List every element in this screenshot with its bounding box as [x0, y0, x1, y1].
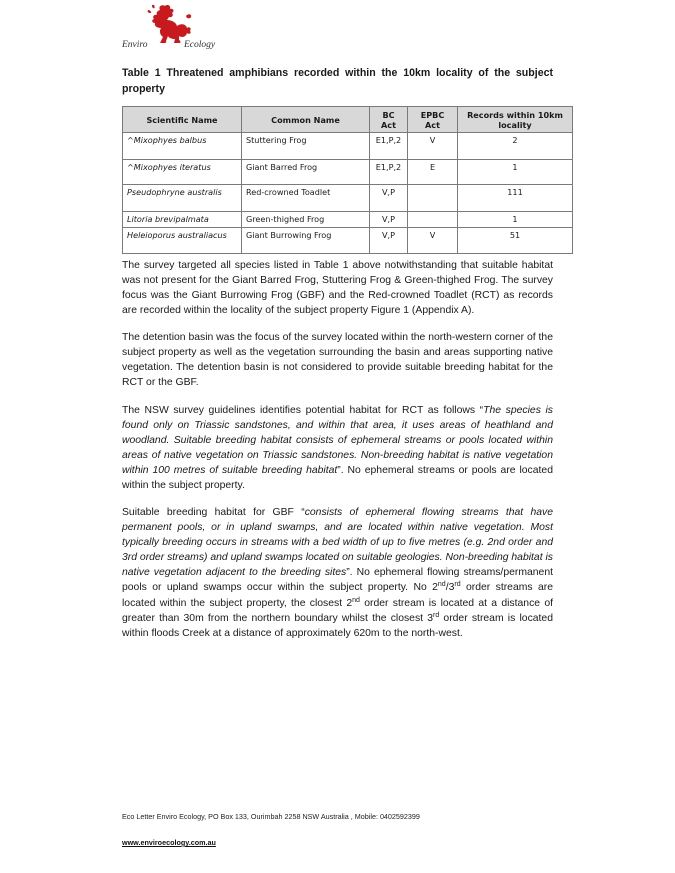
cell-common-name: Giant Barred Frog — [242, 160, 370, 185]
cell-epbc-act: E — [408, 160, 458, 185]
cell-records: 1 — [458, 160, 573, 185]
table-row — [123, 228, 573, 254]
gbf-text-part: order streams are located within the subject property, the closest 2 — [122, 582, 553, 609]
logo-wordmark-enviro: Enviro — [122, 40, 148, 50]
cell-bc-act: E1,P,2 — [370, 160, 408, 185]
cell-scientific-name: Heleioporus australiacus — [123, 228, 242, 254]
cell-bc-act: V,P — [370, 185, 408, 212]
footer-address: Eco Letter Enviro Ecology, PO Box 133, Ourimbah 2258 NSW Australia , Mobile: 0402592399 — [122, 812, 420, 821]
ordinal-superscript: nd — [437, 581, 446, 589]
table-row — [123, 212, 573, 228]
cell-epbc-act — [408, 185, 458, 212]
cell-scientific-name: Pseudophryne australis — [123, 185, 242, 212]
header-bc-act: BC Act — [370, 107, 408, 133]
cell-records: 2 — [458, 133, 573, 160]
gbf-guideline-quote: consists of ephemeral flowing streams that have permanent pools, or in upland swamps, and are located within native vegetation. Most typically breeding occurs in streams with a bed width of up to five metres (e.g. 2nd order and 3rd order streams) and upland swamps located on suitable geologies. Non-breeding habitat is native vegetation adjacent to the breeding sites — [122, 507, 553, 579]
cell-records: 1 — [458, 212, 573, 228]
header-epbc-act: EPBC Act — [408, 107, 458, 133]
table-row — [123, 160, 573, 185]
cell-common-name: Stuttering Frog — [242, 133, 370, 160]
rct-guideline-quote: The species is found only on Triassic sandstones, and within that area, it uses areas of heathland and woodland. Suitable breeding habitat consists of ephemeral streams or pools located within areas of native vegetation on Triassic sandstones. Non-breeding habitat is native vegetation within 100 metres of suitable breeding habitat — [122, 405, 553, 477]
lion-rampant-icon — [146, 4, 194, 44]
ordinal-superscript: rd — [433, 611, 440, 619]
cell-epbc-act: V — [408, 228, 458, 254]
logo-wordmark-ecology: Ecology — [184, 40, 216, 50]
footer-website-link[interactable]: www.enviroecology.com.au — [122, 838, 216, 847]
ordinal-superscript: rd — [454, 581, 461, 589]
table-header-row — [123, 107, 573, 133]
table-caption: Table 1 Threatened amphibians recorded within the 10km locality of the subject property — [122, 67, 553, 95]
cell-scientific-name: Litoria brevipalmata — [123, 212, 242, 228]
ordinal-superscript: nd — [352, 596, 360, 604]
gbf-text-part: order stream is located at a distance of greater than 30m from the northern boundary whilst the closest 3 — [122, 597, 553, 624]
gbf-text-part: order stream is located within floods Creek at a distance of approximately 620m to the north-west. — [122, 612, 553, 639]
gbf-text-part: /3 — [445, 582, 455, 594]
header-scientific-name: Scientific Name — [123, 107, 242, 133]
paragraph-gbf-habitat — [122, 505, 553, 641]
gbf-text-part: ”. No ephemeral flowing streams/permanent pools or upland swamps occur within the subject property. No 2 — [122, 567, 553, 594]
paragraph-detention-basin: The detention basin was the focus of the survey located within the north-western corner of the subject property as well as the vegetation surrounding the basin and areas supporting native vegetation. The detention basin is not considered to provide suitable breeding habitat for the RCT or the GBF. — [122, 332, 553, 389]
cell-epbc-act — [408, 212, 458, 228]
cell-records: 51 — [458, 228, 573, 254]
cell-scientific-name: ^Mixophyes balbus — [123, 133, 242, 160]
cell-common-name: Giant Burrowing Frog — [242, 228, 370, 254]
cell-records: 111 — [458, 185, 573, 212]
table-row — [123, 133, 573, 160]
header-common-name: Common Name — [242, 107, 370, 133]
cell-bc-act: V,P — [370, 228, 408, 254]
cell-bc-act: V,P — [370, 212, 408, 228]
gbf-intro-text: Suitable breeding habitat for GBF “ — [122, 507, 305, 518]
cell-bc-act: E1,P,2 — [370, 133, 408, 160]
amphibians-table — [122, 106, 573, 254]
cell-scientific-name: ^Mixophyes iteratus — [123, 160, 242, 185]
paragraph-rct-habitat — [122, 403, 553, 494]
cell-common-name: Green-thighed Frog — [242, 212, 370, 228]
enviro-ecology-logo — [122, 4, 232, 52]
cell-common-name: Red-crowned Toadlet — [242, 185, 370, 212]
paragraph-survey-targets: The survey targeted all species listed in Table 1 above notwithstanding that suitable habitat was not present for the Giant Barred Frog, Stuttering Frog & Green-thighed Frog. The survey focus was the Giant Burrowing Frog (GBF) and the Red-crowned Toadlet (RCT) as records are recorded within the locality of the subject property Figure 1 (Appendix A). — [122, 260, 553, 317]
rct-outro-text: ”. No ephemeral streams or pools are located within the subject property. — [122, 465, 553, 492]
table-row — [123, 185, 573, 212]
header-records: Records within 10km locality — [458, 107, 573, 133]
cell-epbc-act: V — [408, 133, 458, 160]
rct-intro-text: The NSW survey guidelines identifies potential habitat for RCT as follows “ — [122, 405, 484, 416]
